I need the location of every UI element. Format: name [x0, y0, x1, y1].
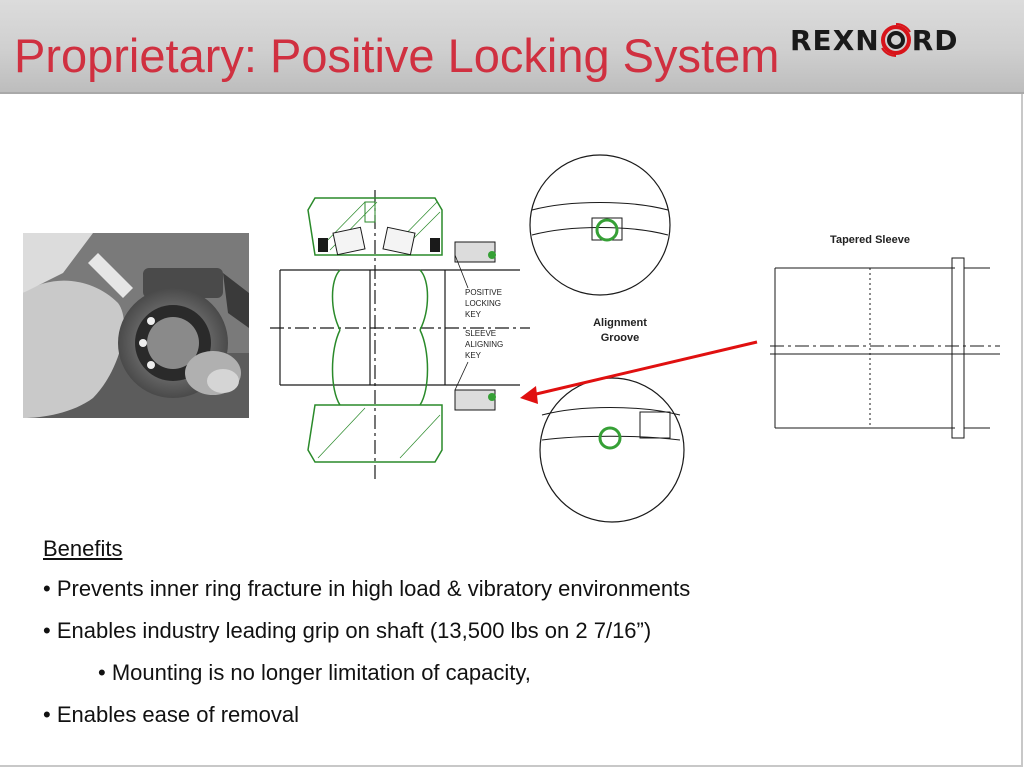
sleeve-aligning-key-line2: ALIGNING	[465, 340, 504, 349]
positive-locking-key-line3: KEY	[465, 310, 482, 319]
sleeve-aligning-key-line1: SLEEVE	[465, 329, 497, 338]
positive-locking-key-line2: LOCKING	[465, 299, 502, 308]
tapered-sleeve-label: Tapered Sleeve	[830, 234, 910, 246]
benefits-section	[43, 536, 1003, 744]
alignment-groove-line1: Alignment	[593, 317, 647, 329]
rexnord-logo	[790, 18, 959, 62]
bearing-mounting-photo	[23, 233, 249, 418]
sleeve-aligning-key-line3: KEY	[465, 351, 482, 360]
alignment-groove-line2: Groove	[600, 332, 640, 344]
logo-ring-icon	[881, 22, 911, 58]
logo-text-right: RD	[911, 23, 959, 57]
benefit-item: • Enables ease of removal	[43, 702, 299, 727]
positive-locking-key-label	[465, 287, 520, 320]
alignment-groove-label	[575, 316, 665, 346]
benefit-item: • Enables industry leading grip on shaft (13,500 lbs on 2 7/16”)	[43, 618, 652, 643]
slide-title: Proprietary: Positive Locking System	[14, 29, 780, 82]
benefits-heading: Benefits	[43, 536, 123, 561]
logo-text-left: REXN	[790, 23, 880, 57]
positive-locking-key-line1: POSITIVE	[465, 288, 502, 297]
sleeve-aligning-key-label	[465, 328, 520, 361]
benefit-subitem: • Mounting is no longer limitation of capacity,	[98, 660, 531, 685]
locking-system-diagram	[270, 150, 1020, 530]
benefit-item: • Prevents inner ring fracture in high load & vibratory environments	[43, 576, 691, 601]
